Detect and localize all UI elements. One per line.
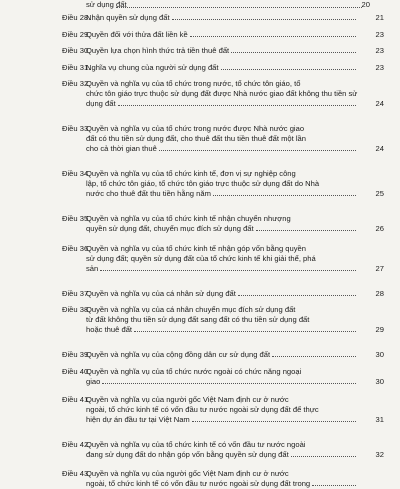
toc-entry-title (86, 13, 358, 23)
toc-entry-number: Điều 37. (62, 289, 91, 298)
toc-entry-number: Điều 36. (62, 244, 91, 253)
leader-dots (134, 331, 356, 332)
leader-dots (312, 485, 356, 486)
toc-entry-page-number: 29 (375, 325, 384, 335)
toc-entry-number: Điều 34. (62, 169, 91, 178)
toc-continuation-line (86, 0, 386, 10)
toc-entry-line: Quyền và nghĩa vụ của tổ chức kinh tế nhận chuyển nhượng (86, 214, 291, 223)
toc-entry-number: Điều 38. (62, 305, 91, 314)
toc-entry-title (86, 350, 358, 360)
toc-entry-number: Điều 43. (62, 469, 91, 478)
toc-entry-line: sản (86, 264, 358, 274)
toc-entry-page-number: 23 (375, 46, 384, 55)
toc-entry-title (86, 46, 358, 56)
toc-entry-page-number: 25 (375, 189, 384, 199)
leader-dots (256, 230, 356, 231)
leader-dots (213, 195, 356, 196)
toc-entry-line: Nhận quyền sử dụng đất (86, 13, 358, 23)
toc-entry-title (86, 124, 358, 155)
toc-entry-line: Quyền và nghĩa vụ của cá nhân chuyển mục đích sử dụng đất (86, 305, 296, 314)
toc-entry-line: hoặc thuê đất (86, 325, 358, 335)
toc-entry-line: đang sử dụng đất do nhận góp vốn bằng quyền sử dụng đất (86, 450, 358, 460)
toc-entry-line: lập, tổ chức tôn giáo, tổ chức tôn giáo trực thuộc sử dụng đất do Nhà (86, 179, 320, 189)
leader-dots (272, 356, 356, 357)
toc-entry-page-number: 27 (375, 264, 384, 274)
leader-dots (172, 19, 356, 20)
toc-entry-title (86, 63, 358, 73)
toc-entry-line: Quyền và nghĩa vụ của tổ chức kinh tế nhận góp vốn bằng quyền (86, 244, 306, 253)
toc-entry-line: cho cả thời gian thuê (86, 144, 358, 154)
toc-entry-page-number: 26 (375, 224, 384, 234)
toc-entry-line: chức tôn giáo trực thuộc sử dụng đất được Nhà nước giao đất không thu tiền sử (86, 89, 358, 99)
leader-dots (291, 456, 356, 457)
toc-entry-line: Quyền và nghĩa vụ của cá nhân sử dụng đất (86, 289, 358, 299)
toc-entry-page-number: 24 (375, 99, 384, 109)
leader-dots (231, 52, 356, 53)
toc-entry-number: Điều 41. (62, 395, 91, 404)
toc-entry-title (86, 469, 358, 489)
toc-entry-page-number: 32 (375, 450, 384, 460)
toc-entry-line: giao (86, 377, 358, 387)
toc-entry-page-number: 30 (375, 377, 384, 387)
toc-continuation-text: sử dụng đất (86, 0, 127, 9)
leader-dots (238, 295, 356, 296)
leader-dots (192, 421, 356, 422)
toc-entry-title (86, 244, 358, 275)
toc-entry-number: Điều 33. (62, 124, 91, 133)
leader-dots (102, 383, 356, 384)
toc-entry-page-number: 28 (375, 289, 384, 298)
toc-entry-line: từ đất không thu tiền sử dụng đất sang đất có thu tiền sử dụng đất (86, 315, 310, 325)
toc-entry-title (86, 289, 358, 299)
leader-dots (118, 105, 356, 106)
toc-entry-line: nước cho thuê đất thu tiền hằng năm (86, 189, 358, 199)
toc-entry-line: hiện dự án đầu tư tại Việt Nam (86, 415, 358, 425)
toc-continuation-page: 20 (361, 0, 370, 9)
toc-entry-number: Điều 42. (62, 440, 91, 449)
toc-entry-number: Điều 32. (62, 79, 91, 88)
toc-entry-number: Điều 31. (62, 63, 91, 72)
toc-entry-page-number: 24 (375, 144, 384, 154)
toc-entry-line: đất có thu tiền sử dụng đất, cho thuê đất thu tiền thuê đất một lần (86, 134, 306, 144)
toc-entry-number: Điều 40. (62, 367, 91, 376)
toc-entry-line: ngoài, tổ chức kinh tế có vốn đầu tư nước ngoài sử dụng đất trong (86, 479, 358, 489)
leader-dots (221, 69, 356, 70)
leader-dots (116, 7, 362, 8)
toc-entry-line: Quyền lựa chọn hình thức trả tiền thuê đất (86, 46, 358, 56)
toc-entry-line: dụng đất (86, 99, 358, 109)
toc-entry-line: Quyền đối với thửa đất liền kề (86, 30, 358, 40)
toc-entry-line: Quyền và nghĩa vụ của tổ chức kinh tế có vốn đầu tư nước ngoài (86, 440, 306, 449)
toc-entry-line: Quyền và nghĩa vụ của tổ chức nước ngoài có chức năng ngoại (86, 367, 302, 376)
toc-entry-title (86, 30, 358, 40)
toc-entry-line: Quyền và nghĩa vụ của người gốc Việt Nam định cư ở nước (86, 469, 289, 478)
toc-entry-page-number: 31 (375, 415, 384, 425)
leader-dots (159, 150, 356, 151)
toc-entry-line: Quyền và nghĩa vụ của tổ chức kinh tế, đơn vị sự nghiệp công (86, 169, 296, 178)
toc-entry-line: Quyền và nghĩa vụ của người gốc Việt Nam định cư ở nước (86, 395, 289, 404)
toc-entry-page-number: 21 (375, 13, 384, 22)
toc-entry-title (86, 214, 358, 234)
toc-entry-page-number: 30 (375, 350, 384, 359)
toc-entry-number: Điều 35. (62, 214, 91, 223)
toc-entry-number: Điều 28. (62, 13, 91, 22)
toc-entry-line: Quyền và nghĩa vụ của tổ chức trong nước, tổ chức tôn giáo, tổ (86, 79, 301, 88)
toc-entry-page-number: 23 (375, 63, 384, 72)
toc-entry-title (86, 305, 358, 336)
toc-entry-number: Điều 39. (62, 350, 91, 359)
toc-entry-page-number: 23 (375, 30, 384, 39)
toc-entry-title (86, 367, 358, 387)
toc-entry-number: Điều 30. (62, 46, 91, 55)
leader-dots (100, 270, 356, 271)
toc-entry-line: Nghĩa vụ chung của người sử dụng đất (86, 63, 358, 73)
toc-entry-line: Quyền và nghĩa vụ của tổ chức trong nước được Nhà nước giao (86, 124, 305, 133)
toc-entry-line: quyền sử dụng đất, chuyển mục đích sử dụng đất (86, 224, 358, 234)
leader-dots (190, 36, 356, 37)
toc-entry-line: sử dụng đất; quyền sử dụng đất của tổ chức kinh tế khi giải thể, phá (86, 254, 316, 264)
toc-entry-title (86, 79, 358, 110)
toc-entry-title (86, 169, 358, 200)
toc-entry-line: ngoài, tổ chức kinh tế có vốn đầu tư nước ngoài sử dụng đất để thực (86, 405, 319, 415)
toc-entry-title (86, 440, 358, 460)
toc-entry-number: Điều 29. (62, 30, 91, 39)
toc-entry-line: Quyền và nghĩa vụ của cộng đồng dân cư sử dụng đất (86, 350, 358, 360)
